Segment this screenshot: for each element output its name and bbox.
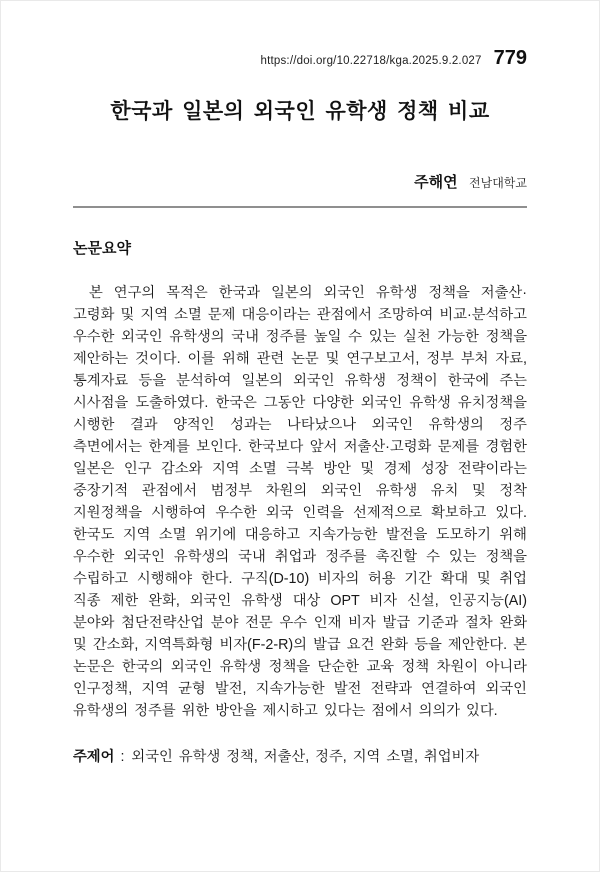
- keywords-separator: :: [120, 749, 125, 765]
- doi-link[interactable]: https://doi.org/10.22718/kga.2025.9.2.027: [260, 55, 482, 67]
- author-name: 주해연: [414, 174, 458, 191]
- author-row: [73, 171, 527, 191]
- author-affiliation: 전남대학교: [469, 176, 527, 190]
- keywords-text: 외국인 유학생 정책, 저출산, 정주, 지역 소멸, 취업비자: [131, 749, 480, 765]
- abstract-body-paragraph: 본 연구의 목적은 한국과 일본의 외국인 유학생 정책을 저출산·고령화 및 지역 소멸 문제 대응이라는 관점에서 조망하여 비교·분석하고 우수한 외국인 유학생의 국내 정주를 높일 수 있는 실천 가능한 정책을 제안하는 것이다. 이를 위해 관련 논문 및 연구보고서, 정부 부처 자료, 통계자료 등을 분석하여 일본의 외국인 유학생 정책이 한국에 주는 시사점을 도출하였다. 한국은 그동안 다양한 외국인 유학생 유치정책을 시행한 결과 양적인 성과는 나타났으나 외국인 유학생의 정주 측면에서는 한계를 보인다. 한국보다 앞서 저출산·고령화 문제를 경험한 일본은 인구 감소와 지역 소멸 극복 방안 및 경제 성장 전략이라는 중장기적 관점에서 범정부 차원의 외국인 유학생 유치 및 정착 지원정책을 시행하여 우수한 외국 인력을 선제적으로 확보하고 있다. 한국도 지역 소멸 위기에 대응하고 지속가능한 발전을 도모하기 위해 우수한 외국인 유학생의 국내 취업과 정주를 촉진할 수 있는 정책을 수립하고 시행해야 한다. 구직(D-10) 비자의 허용 기간 확대 및 취업 직종 제한 완화, 외국인 유학생 대상 OPT 비자 신설, 인공지능(AI) 분야와 첨단전략산업 분야 전문 우수 인재 비자 발급 기준과 절차 완화 및 간소화, 지역특화형 비자(F-2-R)의 발급 요건 완화 등을 제안한다. 본 논문은 한국의 외국인 유학생 정책을 단순한 교육 정책 차원이 아니라 인구정책, 지역 균형 발전, 지속가능한 발전 전략과 연결하여 외국인 유학생의 정주를 위한 방안을 제시하고 있다는 점에서 의의가 있다.: [73, 285, 527, 719]
- keywords-row: [73, 746, 527, 768]
- header-separator-rule: [73, 206, 527, 208]
- paper-title: 한국과 일본의 외국인 유학생 정책 비교: [110, 100, 490, 123]
- abstract-heading: 논문요약: [73, 240, 131, 257]
- page-number: 779: [493, 47, 527, 69]
- page-header: [73, 47, 527, 73]
- keywords-label: 주제어: [73, 749, 115, 765]
